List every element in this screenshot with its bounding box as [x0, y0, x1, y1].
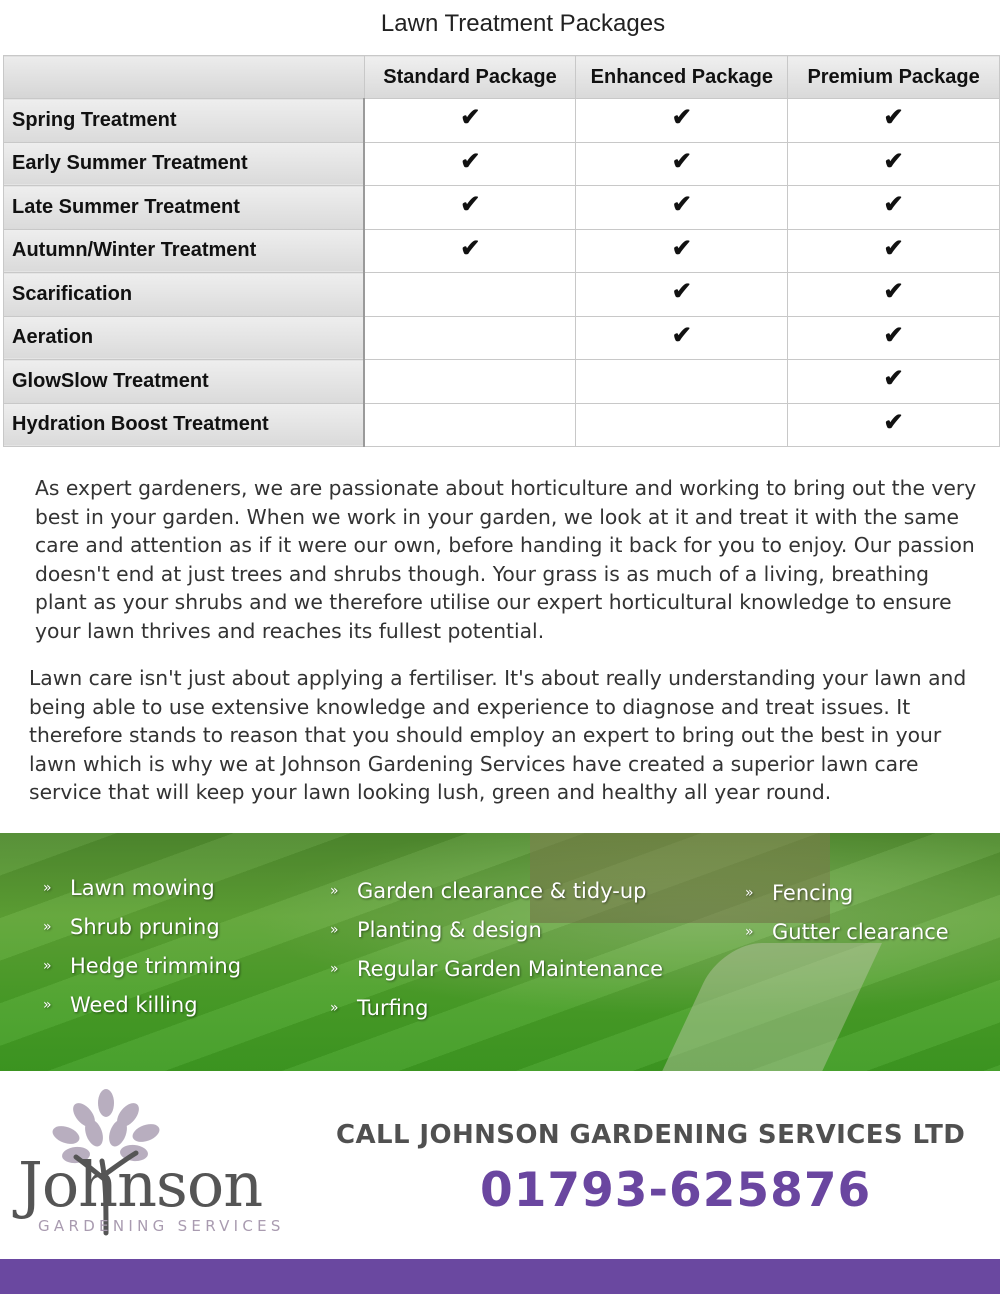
check-cell: ✔ [788, 403, 1000, 447]
check-cell [576, 403, 788, 447]
check-cell [364, 360, 576, 404]
check-cell: ✔ [364, 142, 576, 186]
package-comparison-table [3, 55, 1000, 447]
table-row [4, 316, 1000, 360]
table-header-row [4, 56, 1000, 99]
logo-wordmark: Johnson [18, 1148, 263, 1221]
row-label: Scarification [4, 273, 365, 317]
cta-title: CALL JOHNSON GARDENING SERVICES LTD [336, 1120, 966, 1150]
bullet-icon: » [43, 997, 52, 1013]
logo-leaf [130, 1121, 162, 1146]
services-column-2 [330, 879, 663, 1035]
table-row [4, 99, 1000, 143]
service-item: » Shrub pruning [43, 915, 220, 939]
bullet-icon: » [43, 880, 52, 896]
check-cell [576, 360, 788, 404]
row-label: Late Summer Treatment [4, 186, 365, 230]
check-cell: ✔ [576, 186, 788, 230]
check-cell: ✔ [576, 316, 788, 360]
table-row [4, 403, 1000, 447]
bullet-icon: » [330, 1000, 339, 1016]
check-cell: ✔ [576, 99, 788, 143]
service-item: » Weed killing [43, 993, 198, 1017]
service-item: » Regular Garden Maintenance [330, 957, 664, 981]
bullet-icon: » [745, 924, 754, 940]
column-header-standard: Standard Package [364, 56, 576, 99]
check-cell: ✔ [788, 316, 1000, 360]
garden-background-path [638, 943, 882, 1071]
row-label: Hydration Boost Treatment [4, 403, 365, 447]
check-cell: ✔ [788, 186, 1000, 230]
check-cell: ✔ [788, 273, 1000, 317]
check-cell: ✔ [788, 229, 1000, 273]
table-row [4, 273, 1000, 317]
column-header-enhanced: Enhanced Package [576, 56, 788, 99]
check-cell: ✔ [788, 142, 1000, 186]
service-item: » Planting & design [330, 918, 542, 942]
bullet-icon: » [43, 919, 52, 935]
phone-number[interactable]: 01793-625876 [480, 1163, 872, 1218]
footer-bar [0, 1259, 1000, 1294]
intro-paragraph-1: As expert gardeners, we are passionate about horticulture and working to bring out the very best in your garden. When we work in your garden, we look at it and treat it with the same care and attention as if it were our own, before handing it back for you to enjoy. Our passion doesn't end at just trees and shrubs though. Your grass is as much of a living, breathing plant as your shrubs and we therefore utilise our expert horticultural knowledge to ensure your lawn thrives and reaches its fullest potential. [35, 476, 977, 643]
service-item: » Lawn mowing [43, 876, 215, 900]
service-item: » Fencing [745, 881, 854, 905]
table-row [4, 229, 1000, 273]
bullet-icon: » [330, 883, 339, 899]
table-row [4, 186, 1000, 230]
check-cell: ✔ [364, 186, 576, 230]
row-label: GlowSlow Treatment [4, 360, 365, 404]
check-cell: ✔ [364, 229, 576, 273]
check-cell [364, 316, 576, 360]
service-item: » Turfing [330, 996, 429, 1020]
row-label: Early Summer Treatment [4, 142, 365, 186]
service-item: » Garden clearance & tidy-up [330, 879, 647, 903]
service-item: » Gutter clearance [745, 920, 949, 944]
row-label: Autumn/Winter Treatment [4, 229, 365, 273]
service-item: » Hedge trimming [43, 954, 242, 978]
check-cell [364, 273, 576, 317]
check-cell: ✔ [788, 360, 1000, 404]
row-label: Aeration [4, 316, 365, 360]
bullet-icon: » [330, 922, 339, 938]
check-cell: ✔ [788, 99, 1000, 143]
services-column-1 [43, 876, 241, 1032]
bullet-icon: » [745, 885, 754, 901]
row-label: Spring Treatment [4, 99, 365, 143]
check-cell [364, 403, 576, 447]
table-row [4, 360, 1000, 404]
check-cell: ✔ [576, 229, 788, 273]
services-banner [0, 833, 1000, 1071]
bullet-icon: » [330, 961, 339, 977]
logo-subtitle: GARDENING SERVICES [38, 1217, 285, 1235]
intro-paragraph-2: Lawn care isn't just about applying a fertiliser. It's about really understanding your lawn and being able to use extensive knowledge and experience to diagnose and treat issues. It therefore stands to reason that you should employ an expert to bring out the best in your lawn which is why we at Johnson Gardening Services have created a superior lawn care service that will keep your lawn looking lush, green and healthy all year round. [29, 666, 967, 804]
logo-leaf [50, 1123, 82, 1148]
table-title: Lawn Treatment Packages [380, 10, 666, 37]
column-header-premium: Premium Package [788, 56, 1000, 99]
logo-leaf [98, 1089, 114, 1117]
check-cell: ✔ [576, 273, 788, 317]
bullet-icon: » [43, 958, 52, 974]
check-cell: ✔ [576, 142, 788, 186]
services-column-3 [745, 881, 949, 959]
check-cell: ✔ [364, 99, 576, 143]
table-row [4, 142, 1000, 186]
table-corner-cell [4, 56, 365, 99]
